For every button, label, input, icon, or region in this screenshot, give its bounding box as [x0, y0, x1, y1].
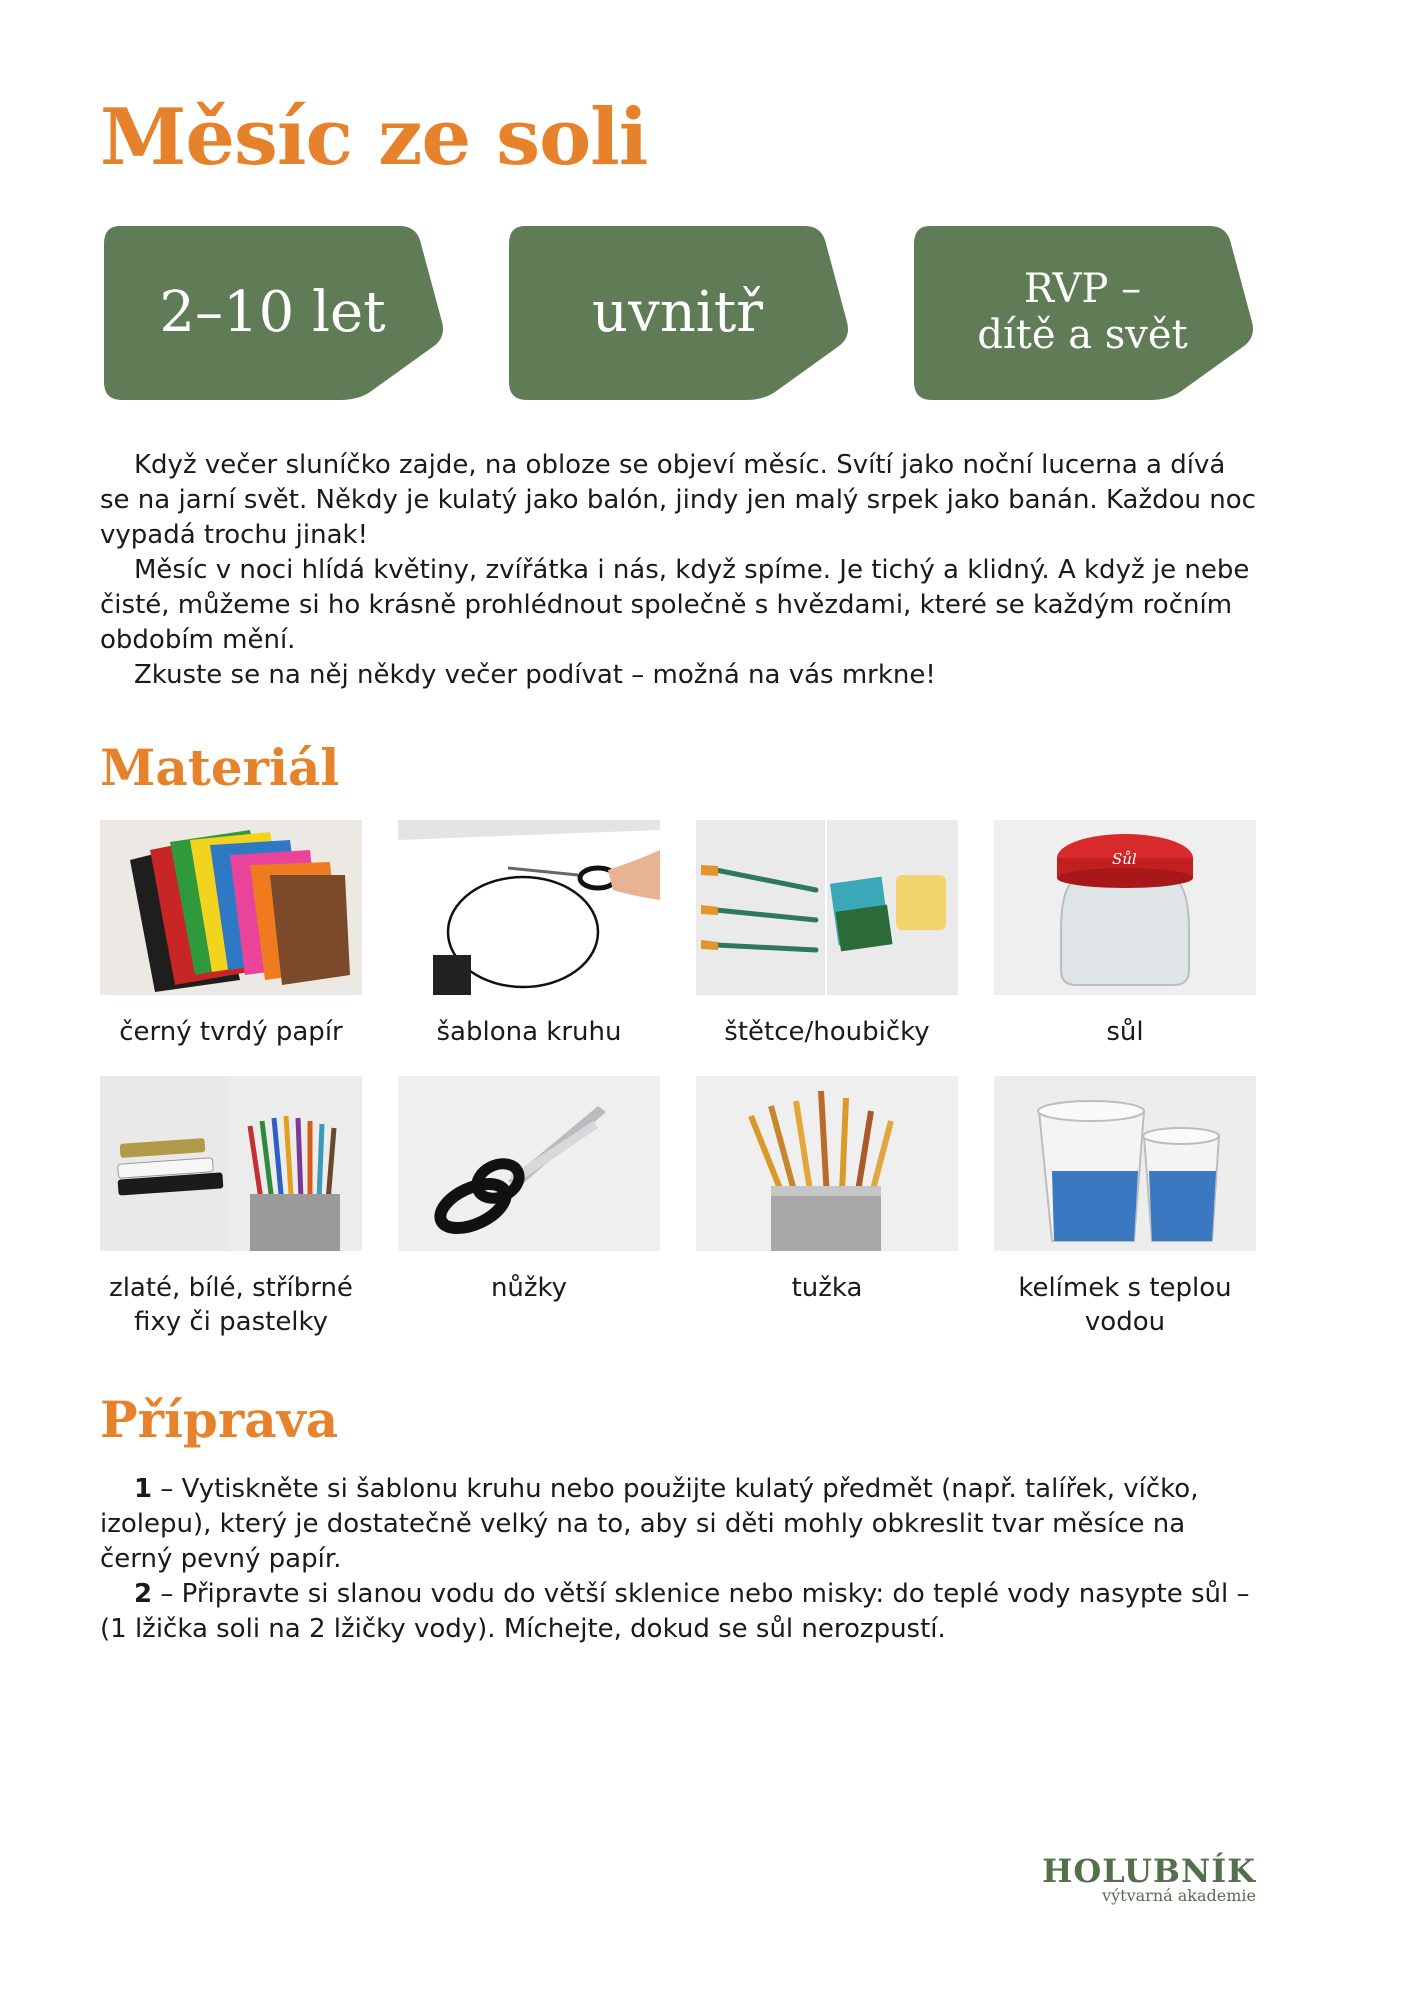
material-item: [696, 1076, 958, 1305]
material-label: kelímek s teplou vodou: [1018, 1273, 1232, 1337]
intro-paragraph: Když večer sluníčko zajde, na obloze se objeví měsíc. Svítí jako noční lucerna a dívá se na jarní svět. Někdy je kulatý jako balón, jindy jen malý srpek jako banán. Každou noc vypadá trochu jinak!: [100, 450, 1256, 550]
brushes-image: [696, 820, 958, 995]
material-label: zlaté, bílé, stříbrné fixy či pastelky: [109, 1273, 353, 1337]
material-label: štětce/houbičky: [724, 1017, 930, 1047]
material-label: tužka: [791, 1273, 863, 1303]
material-item: [398, 1076, 660, 1305]
intro-paragraph: Zkuste se na něj někdy večer podívat – možná na vás mrkne!: [134, 660, 936, 690]
prep-step-text: – Vytiskněte si šablonu kruhu nebo použijte kulatý předmět (např. talířek, víčko, izolepu), který je dostatečně velký na to, aby si děti mohly obkreslit tvar měsíce na černý pevný papír.: [100, 1474, 1199, 1574]
material-item: [398, 820, 660, 1049]
material-label: nůžky: [490, 1273, 568, 1303]
salt-jar-image: [994, 820, 1256, 995]
material-heading: Materiál: [100, 738, 340, 797]
scissors-image: [398, 1076, 660, 1251]
material-label: černý tvrdý papír: [119, 1017, 343, 1047]
prep-step: [100, 1472, 1260, 1577]
material-item: [100, 820, 362, 1049]
prep-step-text: – Připravte si slanou vodu do větší sklenice nebo misky: do teplé vody nasypte sůl – (1 lžička soli na 2 lžičky vody). Míchejte, dokud se sůl nerozpustí.: [100, 1579, 1250, 1644]
brand-logo: [1042, 1852, 1256, 1905]
rvp-badge-line2: dítě a svět: [977, 312, 1188, 358]
material-label: šablona kruhu: [436, 1017, 622, 1047]
pencils-image: [696, 1076, 958, 1251]
cups-image: [994, 1076, 1256, 1251]
material-item: [696, 820, 958, 1049]
logo-name: HOLUBNÍK: [1042, 1852, 1256, 1890]
paper-image: [100, 820, 362, 995]
material-item: [100, 1076, 362, 1339]
logo-subtitle: výtvarná akademie: [1102, 1886, 1256, 1905]
page-title: Měsíc ze soli: [100, 92, 648, 183]
material-item: [994, 820, 1256, 1049]
jar-lid-text: Sůl: [1112, 850, 1137, 868]
intro-text: [100, 448, 1260, 693]
prep-heading: Příprava: [100, 1390, 339, 1449]
rvp-badge-line1: RVP –: [1023, 266, 1142, 312]
prep-step-number: 1: [134, 1474, 153, 1504]
prep-steps: [100, 1472, 1260, 1647]
markers-image: [100, 1076, 362, 1251]
prep-step-number: 2: [134, 1579, 153, 1609]
rvp-badge-label: [910, 222, 1255, 402]
location-badge-label: uvnitř: [592, 279, 763, 345]
intro-paragraph: Měsíc v noci hlídá květiny, zvířátka i nás, když spíme. Je tichý a klidný. A když je nebe čisté, můžeme si ho krásně prohlédnout společně s hvězdami, které se každým ročním obdobím mění.: [100, 555, 1250, 655]
prep-step: [100, 1577, 1260, 1647]
age-badge-label: 2–10 let: [159, 279, 386, 345]
age-badge: [100, 222, 445, 402]
material-item: [994, 1076, 1256, 1339]
material-label: sůl: [1106, 1017, 1144, 1047]
rvp-badge: [910, 222, 1255, 402]
template-image: [398, 820, 660, 995]
location-badge: [505, 222, 850, 402]
